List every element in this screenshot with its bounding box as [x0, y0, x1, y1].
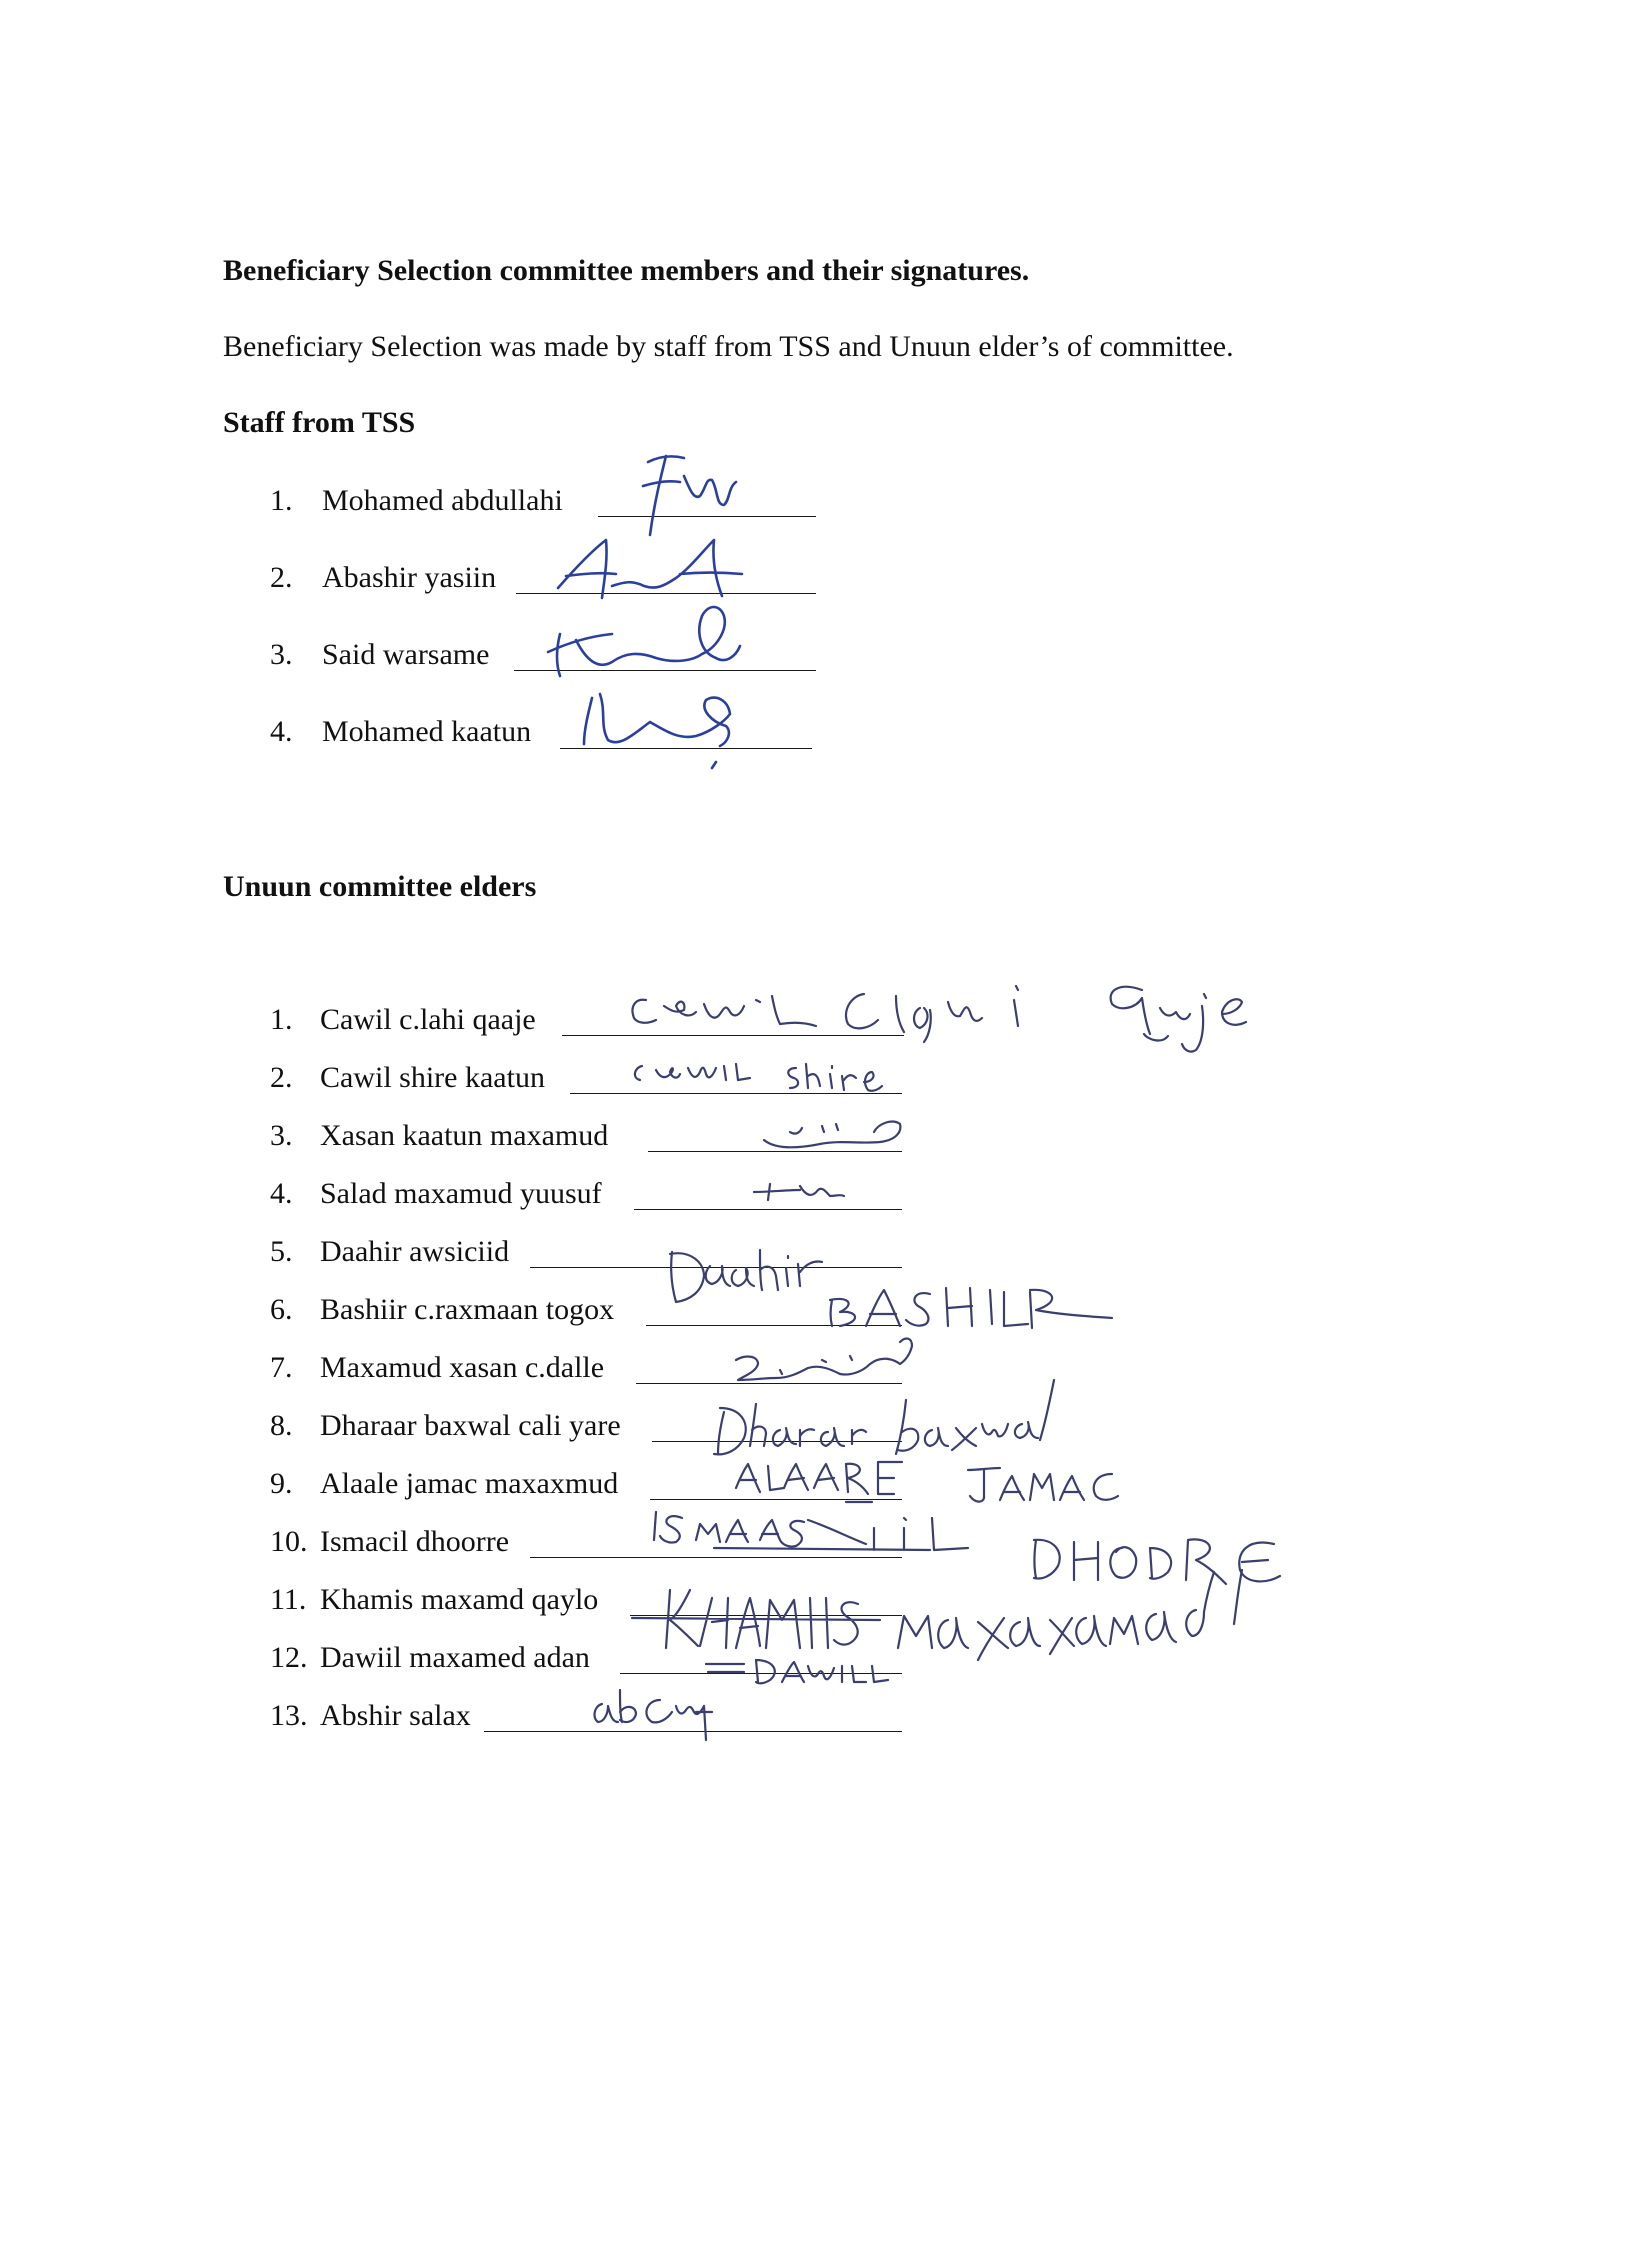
elder-name: Cawil shire kaatun — [320, 1061, 545, 1094]
staff-name: Mohamed abdullahi — [322, 484, 563, 517]
signature-abshir-salax — [595, 1690, 712, 1740]
signature-mohamed-abdullahi — [643, 456, 736, 535]
signature-bashir — [830, 1288, 1112, 1328]
elder-name: Bashiir c.raxmaan togox — [320, 1293, 615, 1326]
signature-line — [636, 1383, 902, 1384]
signature-line — [634, 1209, 902, 1210]
signature-line — [620, 1673, 902, 1674]
elder-name: Dharaar baxwal cali yare — [320, 1409, 621, 1442]
staff-number: 2. — [270, 561, 293, 594]
elder-number: 1. — [270, 1003, 293, 1036]
signature-xasan-kaatun — [764, 1122, 900, 1148]
signature-line — [516, 593, 816, 594]
elder-number: 6. — [270, 1293, 293, 1326]
signature-maxamud-xasan — [736, 1339, 912, 1380]
staff-number: 4. — [270, 715, 293, 748]
signature-cawil-clahi-qaaje — [633, 986, 1247, 1052]
elder-name: Cawil c.lahi qaaje — [320, 1003, 536, 1036]
signature-line — [650, 1499, 902, 1500]
signature-mohamed-kaatun — [584, 694, 730, 768]
signature-line — [484, 1731, 902, 1732]
signature-line — [598, 516, 816, 517]
document-heading: Beneficiary Selection committee members and their signatures. — [223, 254, 1030, 287]
intro-paragraph: Beneficiary Selection was made by staff from TSS and Unuun elder’s of committee. — [223, 330, 1234, 363]
signature-line — [570, 1093, 902, 1094]
signature-said-warsame — [548, 607, 740, 676]
signature-line — [646, 1325, 902, 1326]
staff-name: Mohamed kaatun — [322, 715, 532, 748]
signature-cawil-shire — [635, 1064, 882, 1091]
elder-number: 2. — [270, 1061, 293, 1094]
elder-number: 13. — [270, 1699, 308, 1732]
elder-number: 12. — [270, 1641, 308, 1674]
signature-line — [652, 1441, 902, 1442]
elder-number: 10. — [270, 1525, 308, 1558]
elder-name: Salad maxamud yuusuf — [320, 1177, 602, 1210]
signature-ismaasiil-dhoore — [654, 1512, 1280, 1584]
signature-line — [630, 1615, 902, 1616]
staff-name: Abashir yasiin — [322, 561, 497, 594]
elder-name: Daahir awsiciid — [320, 1235, 510, 1268]
elder-name: Dawiil maxamed adan — [320, 1641, 590, 1674]
elder-number: 3. — [270, 1119, 293, 1152]
signature-line — [560, 748, 812, 749]
staff-section-title: Staff from TSS — [223, 406, 416, 439]
signature-dharaar-baxwal — [714, 1380, 1054, 1454]
signature-line — [530, 1267, 902, 1268]
elder-name: Abshir salax — [320, 1699, 471, 1732]
elder-name: Alaale jamac maxaxmud — [320, 1467, 619, 1500]
elders-section-title: Unuun committee elders — [223, 870, 537, 903]
elder-name: Khamis maxamd qaylo — [320, 1583, 599, 1616]
elder-name: Xasan kaatun maxamud — [320, 1119, 609, 1152]
elder-name: Maxamud xasan c.dalle — [320, 1351, 605, 1384]
elder-name: Ismacil dhoorre — [320, 1525, 510, 1558]
elder-number: 9. — [270, 1467, 293, 1500]
signature-dawiil — [706, 1660, 888, 1683]
signature-line — [514, 670, 816, 671]
elder-number: 8. — [270, 1409, 293, 1442]
signature-line — [530, 1557, 902, 1558]
staff-number: 1. — [270, 484, 293, 517]
staff-name: Said warsame — [322, 638, 490, 671]
signature-alaale-jamac — [736, 1462, 1118, 1502]
elder-number: 4. — [270, 1177, 293, 1210]
signature-line — [562, 1035, 904, 1036]
signature-salad-maxamud — [754, 1184, 844, 1200]
elder-number: 5. — [270, 1235, 293, 1268]
staff-number: 3. — [270, 638, 293, 671]
signature-line — [648, 1151, 902, 1152]
elder-number: 7. — [270, 1351, 293, 1384]
signature-daahir — [670, 1250, 822, 1302]
signature-abashir-yasiin — [558, 540, 742, 598]
elder-number: 11. — [270, 1583, 307, 1616]
